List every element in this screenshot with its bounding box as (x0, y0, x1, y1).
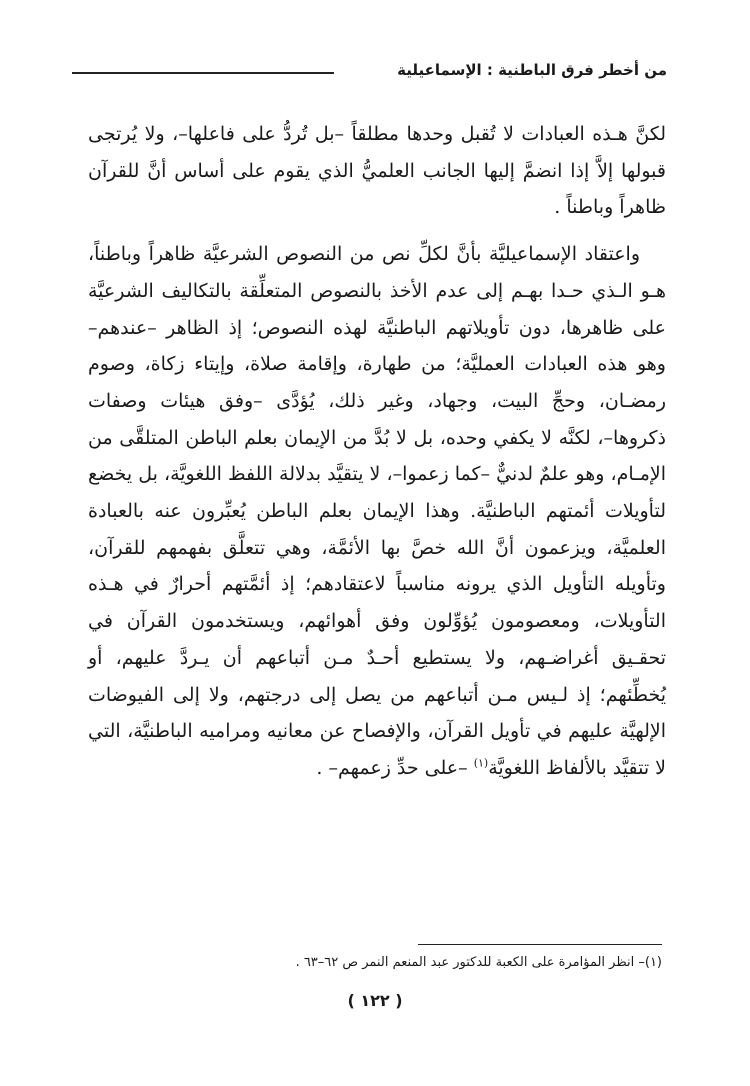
body-text (88, 116, 666, 787)
footnote-rule (418, 944, 662, 945)
paragraph: لكنَّ هـذه العبادات لا تُقبل وحدها مطلقاً –بل تُردُّ على فاعلها–، ولا يُرتجى قبولها إلاَّ إذا انضمَّ إليها الجانب العلميُّ الذي يقوم على أساس أنَّ للقرآن ظاهراً وباطناً . (88, 123, 666, 219)
footnote: (١)– انظر المؤامرة على الكعبة للدكتور عبد المنعم النمر ص ٦٢–٦٣ . (295, 955, 662, 970)
page-number: ( ١٢٢ ) (347, 991, 403, 1010)
paragraph (88, 236, 666, 787)
paragraph-text: واعتقاد الإسماعيليَّة بأنَّ لكلِّ نص من النصوص الشرعيَّة ظاهراً وباطناً، هـو الـذي حـدا بهـم إلى عدم الأخذ بالنصوص المتعلِّقة بالتكاليف الشرعيَّة على ظاهرها، دون تأويلاتهم الباطنيَّة لهذه النصوص؛ إذ الظاهر –عندهم– وهو هذه العبادات العمليَّة؛ من طهارة، وإقامة صلاة، وإيتاء زكاة، وصوم رمضـان، وحجِّ البيت، وجهاد، وغير ذلك، يُؤدَّى –وفق هيئات وصفات ذكروها–، لكنَّه لا يكفي وحده، بل لا بُدَّ من الإيمان بعلم الباطن المتلقَّى من الإمـام، وهو علمٌ لدنيٌّ –كما زعموا–، لا يتقيَّد بدلالة اللفظ اللغويَّة، بل يخضع لتأويلات أئمتهم الباطنيَّة. وهذا الإيمان بعلم الباطن يُعبِّرون عنه بالعبادة العلميَّة، ويزعمون أنَّ الله خصَّ بها الأئمَّة، وهي تتعلَّق بفهمهم للقرآن، وتأويله التأويل الذي يرونه مناسباً لاعتقادهم؛ إذ أئمَّتهم أحرارٌ في هـذه التأويلات، ومعصومون يُؤوِّلون وفق أهوائهم، ويستخدمون القرآن في تحقـيق أغراضـهم، ولا يستطيع أحـدٌ مـن أتباعهم أن يـردَّ عليهم، أو يُخطِّئهم؛ إذ لـيس مـن أتباعهم من يصل إلى درجتهم، ولا إلى الفيوضات الإلهيَّة عليهم في تأويل القرآن، والإفصاح عن معانيه ومراميه الباطنيَّة، التي لا تتقيَّد بالألفاظ اللغويَّة (88, 243, 666, 779)
header-title: من أخطر فرق الباطنية : الإسماعيلية (397, 61, 667, 79)
header-rule (72, 72, 334, 74)
footnote-marker[interactable]: (١) (473, 756, 489, 770)
running-header (72, 58, 667, 88)
paragraph-text-end: –على حدِّ زعمهم– . (316, 756, 474, 779)
